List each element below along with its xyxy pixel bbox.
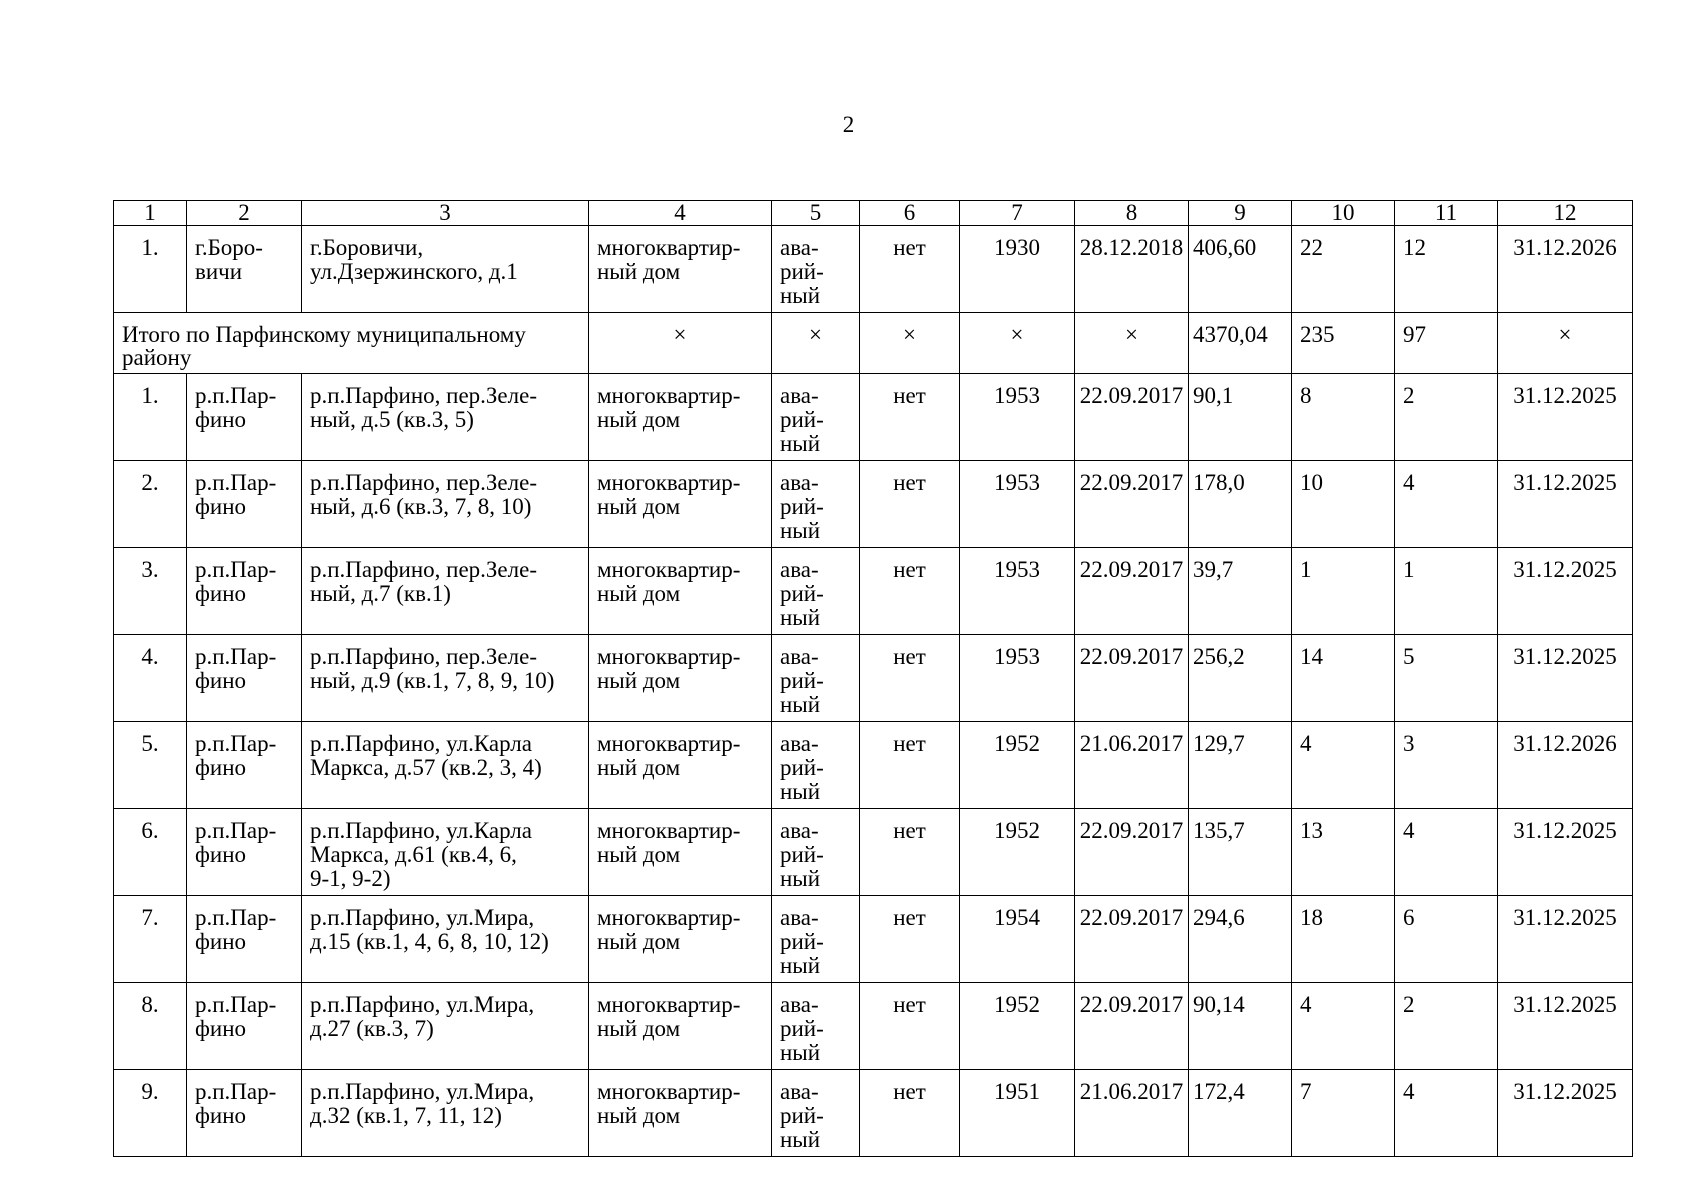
- cell-date: 22.09.2017: [1075, 809, 1189, 896]
- cell-note: нет: [860, 635, 960, 722]
- cell-apartments: 2: [1395, 374, 1498, 461]
- cell-address: р.п.Парфино, пер.Зеле- ный, д.5 (кв.3, 5): [302, 374, 589, 461]
- cell-people: 7: [1292, 1070, 1395, 1157]
- table-row: [114, 374, 1633, 461]
- table-row: [114, 1070, 1633, 1157]
- column-number-5: 5: [772, 201, 860, 226]
- cell-deadline: 31.12.2025: [1498, 374, 1633, 461]
- column-number-3: 3: [302, 201, 589, 226]
- cell-area: 90,1: [1189, 374, 1292, 461]
- cell-apartments: 6: [1395, 896, 1498, 983]
- table-row: [114, 548, 1633, 635]
- cell-type: многоквартир- ный дом: [589, 809, 772, 896]
- cell-date: 28.12.2018: [1075, 226, 1189, 313]
- cell-settlement: р.п.Пар- фино: [187, 896, 302, 983]
- cell-num: 1.: [114, 374, 187, 461]
- cell-note: нет: [860, 1070, 960, 1157]
- total-cell-6: ×: [860, 313, 960, 374]
- table-row: [114, 809, 1633, 896]
- cell-year: 1952: [960, 983, 1075, 1070]
- column-number-row: [114, 201, 1633, 226]
- cell-status: ава- рий- ный: [772, 374, 860, 461]
- cell-area: 129,7: [1189, 722, 1292, 809]
- total-area: 4370,04: [1189, 313, 1292, 374]
- cell-date: 22.09.2017: [1075, 635, 1189, 722]
- total-cell-12: ×: [1498, 313, 1633, 374]
- cell-type: многоквартир- ный дом: [589, 1070, 772, 1157]
- cell-type: многоквартир- ный дом: [589, 374, 772, 461]
- cell-people: 4: [1292, 983, 1395, 1070]
- cell-num: 6.: [114, 809, 187, 896]
- cell-people: 8: [1292, 374, 1395, 461]
- cell-deadline: 31.12.2025: [1498, 548, 1633, 635]
- cell-settlement: р.п.Пар- фино: [187, 809, 302, 896]
- total-cell-8: ×: [1075, 313, 1189, 374]
- cell-deadline: 31.12.2025: [1498, 1070, 1633, 1157]
- cell-status: ава- рий- ный: [772, 1070, 860, 1157]
- cell-date: 21.06.2017: [1075, 1070, 1189, 1157]
- cell-apartments: 5: [1395, 635, 1498, 722]
- cell-apartments: 4: [1395, 461, 1498, 548]
- table-row: [114, 722, 1633, 809]
- cell-status: ава- рий- ный: [772, 548, 860, 635]
- cell-year: 1952: [960, 809, 1075, 896]
- total-cell-4: ×: [589, 313, 772, 374]
- total-people: 235: [1292, 313, 1395, 374]
- column-number-10: 10: [1292, 201, 1395, 226]
- cell-year: 1951: [960, 1070, 1075, 1157]
- cell-settlement: р.п.Пар- фино: [187, 548, 302, 635]
- cell-note: нет: [860, 809, 960, 896]
- cell-people: 22: [1292, 226, 1395, 313]
- cell-area: 39,7: [1189, 548, 1292, 635]
- total-cell-7: ×: [960, 313, 1075, 374]
- cell-apartments: 12: [1395, 226, 1498, 313]
- cell-note: нет: [860, 461, 960, 548]
- cell-date: 22.09.2017: [1075, 374, 1189, 461]
- cell-address: р.п.Парфино, ул.Мира, д.32 (кв.1, 7, 11, 12): [302, 1070, 589, 1157]
- cell-settlement: р.п.Пар- фино: [187, 722, 302, 809]
- housing-table: [113, 200, 1633, 1157]
- cell-people: 18: [1292, 896, 1395, 983]
- cell-apartments: 1: [1395, 548, 1498, 635]
- cell-num: 2.: [114, 461, 187, 548]
- cell-settlement: р.п.Пар- фино: [187, 635, 302, 722]
- cell-num: 3.: [114, 548, 187, 635]
- table-row: [114, 896, 1633, 983]
- cell-status: ава- рий- ный: [772, 896, 860, 983]
- cell-people: 4: [1292, 722, 1395, 809]
- table-row: [114, 635, 1633, 722]
- cell-people: 1: [1292, 548, 1395, 635]
- cell-status: ава- рий- ный: [772, 226, 860, 313]
- cell-num: 8.: [114, 983, 187, 1070]
- cell-note: нет: [860, 983, 960, 1070]
- column-number-12: 12: [1498, 201, 1633, 226]
- cell-num: 7.: [114, 896, 187, 983]
- cell-people: 10: [1292, 461, 1395, 548]
- cell-type: многоквартир- ный дом: [589, 896, 772, 983]
- cell-status: ава- рий- ный: [772, 635, 860, 722]
- cell-deadline: 31.12.2025: [1498, 809, 1633, 896]
- column-number-8: 8: [1075, 201, 1189, 226]
- cell-year: 1952: [960, 722, 1075, 809]
- column-number-7: 7: [960, 201, 1075, 226]
- cell-deadline: 31.12.2025: [1498, 896, 1633, 983]
- cell-note: нет: [860, 896, 960, 983]
- column-number-1: 1: [114, 201, 187, 226]
- cell-type: многоквартир- ный дом: [589, 635, 772, 722]
- cell-year: 1953: [960, 461, 1075, 548]
- cell-area: 135,7: [1189, 809, 1292, 896]
- cell-date: 21.06.2017: [1075, 722, 1189, 809]
- cell-deadline: 31.12.2025: [1498, 983, 1633, 1070]
- cell-status: ава- рий- ный: [772, 983, 860, 1070]
- cell-status: ава- рий- ный: [772, 722, 860, 809]
- cell-deadline: 31.12.2025: [1498, 461, 1633, 548]
- total-row: [114, 313, 1633, 374]
- cell-type: многоквартир- ный дом: [589, 461, 772, 548]
- cell-date: 22.09.2017: [1075, 896, 1189, 983]
- cell-address: р.п.Парфино, пер.Зеле- ный, д.6 (кв.3, 7, 8, 10): [302, 461, 589, 548]
- column-number-6: 6: [860, 201, 960, 226]
- cell-status: ава- рий- ный: [772, 809, 860, 896]
- cell-address: р.п.Парфино, ул.Карла Маркса, д.57 (кв.2, 3, 4): [302, 722, 589, 809]
- cell-note: нет: [860, 722, 960, 809]
- cell-people: 14: [1292, 635, 1395, 722]
- cell-address: р.п.Парфино, ул.Мира, д.15 (кв.1, 4, 6, 8, 10, 12): [302, 896, 589, 983]
- cell-year: 1953: [960, 374, 1075, 461]
- cell-address: г.Боровичи, ул.Дзержинского, д.1: [302, 226, 589, 313]
- page-number: 2: [842, 112, 855, 137]
- column-number-4: 4: [589, 201, 772, 226]
- cell-date: 22.09.2017: [1075, 983, 1189, 1070]
- cell-address: р.п.Парфино, пер.Зеле- ный, д.9 (кв.1, 7, 8, 9, 10): [302, 635, 589, 722]
- cell-type: многоквартир- ный дом: [589, 983, 772, 1070]
- table-row: [114, 461, 1633, 548]
- cell-num: 9.: [114, 1070, 187, 1157]
- column-number-9: 9: [1189, 201, 1292, 226]
- cell-note: нет: [860, 548, 960, 635]
- column-number-2: 2: [187, 201, 302, 226]
- cell-area: 256,2: [1189, 635, 1292, 722]
- column-number-11: 11: [1395, 201, 1498, 226]
- cell-status: ава- рий- ный: [772, 461, 860, 548]
- cell-apartments: 3: [1395, 722, 1498, 809]
- cell-date: 22.09.2017: [1075, 548, 1189, 635]
- total-apartments: 97: [1395, 313, 1498, 374]
- total-cell-5: ×: [772, 313, 860, 374]
- cell-area: 172,4: [1189, 1070, 1292, 1157]
- cell-area: 178,0: [1189, 461, 1292, 548]
- cell-deadline: 31.12.2026: [1498, 226, 1633, 313]
- cell-type: многоквартир- ный дом: [589, 226, 772, 313]
- cell-num: 1.: [114, 226, 187, 313]
- cell-type: многоквартир- ный дом: [589, 548, 772, 635]
- cell-year: 1953: [960, 548, 1075, 635]
- cell-date: 22.09.2017: [1075, 461, 1189, 548]
- cell-apartments: 4: [1395, 809, 1498, 896]
- cell-address: р.п.Парфино, пер.Зеле- ный, д.7 (кв.1): [302, 548, 589, 635]
- cell-year: 1954: [960, 896, 1075, 983]
- cell-num: 4.: [114, 635, 187, 722]
- cell-area: 294,6: [1189, 896, 1292, 983]
- table-row: [114, 983, 1633, 1070]
- cell-year: 1953: [960, 635, 1075, 722]
- cell-settlement: р.п.Пар- фино: [187, 374, 302, 461]
- cell-area: 406,60: [1189, 226, 1292, 313]
- cell-num: 5.: [114, 722, 187, 809]
- total-label: Итого по Парфинскому муниципальному району: [114, 313, 589, 374]
- cell-deadline: 31.12.2025: [1498, 635, 1633, 722]
- cell-settlement: р.п.Пар- фино: [187, 1070, 302, 1157]
- cell-note: нет: [860, 226, 960, 313]
- cell-settlement: г.Боро- вичи: [187, 226, 302, 313]
- table-row: [114, 226, 1633, 313]
- cell-address: р.п.Парфино, ул.Карла Маркса, д.61 (кв.4, 6, 9-1, 9-2): [302, 809, 589, 896]
- cell-note: нет: [860, 374, 960, 461]
- cell-deadline: 31.12.2026: [1498, 722, 1633, 809]
- cell-area: 90,14: [1189, 983, 1292, 1070]
- cell-settlement: р.п.Пар- фино: [187, 461, 302, 548]
- cell-people: 13: [1292, 809, 1395, 896]
- cell-type: многоквартир- ный дом: [589, 722, 772, 809]
- cell-address: р.п.Парфино, ул.Мира, д.27 (кв.3, 7): [302, 983, 589, 1070]
- cell-year: 1930: [960, 226, 1075, 313]
- cell-apartments: 4: [1395, 1070, 1498, 1157]
- cell-apartments: 2: [1395, 983, 1498, 1070]
- cell-settlement: р.п.Пар- фино: [187, 983, 302, 1070]
